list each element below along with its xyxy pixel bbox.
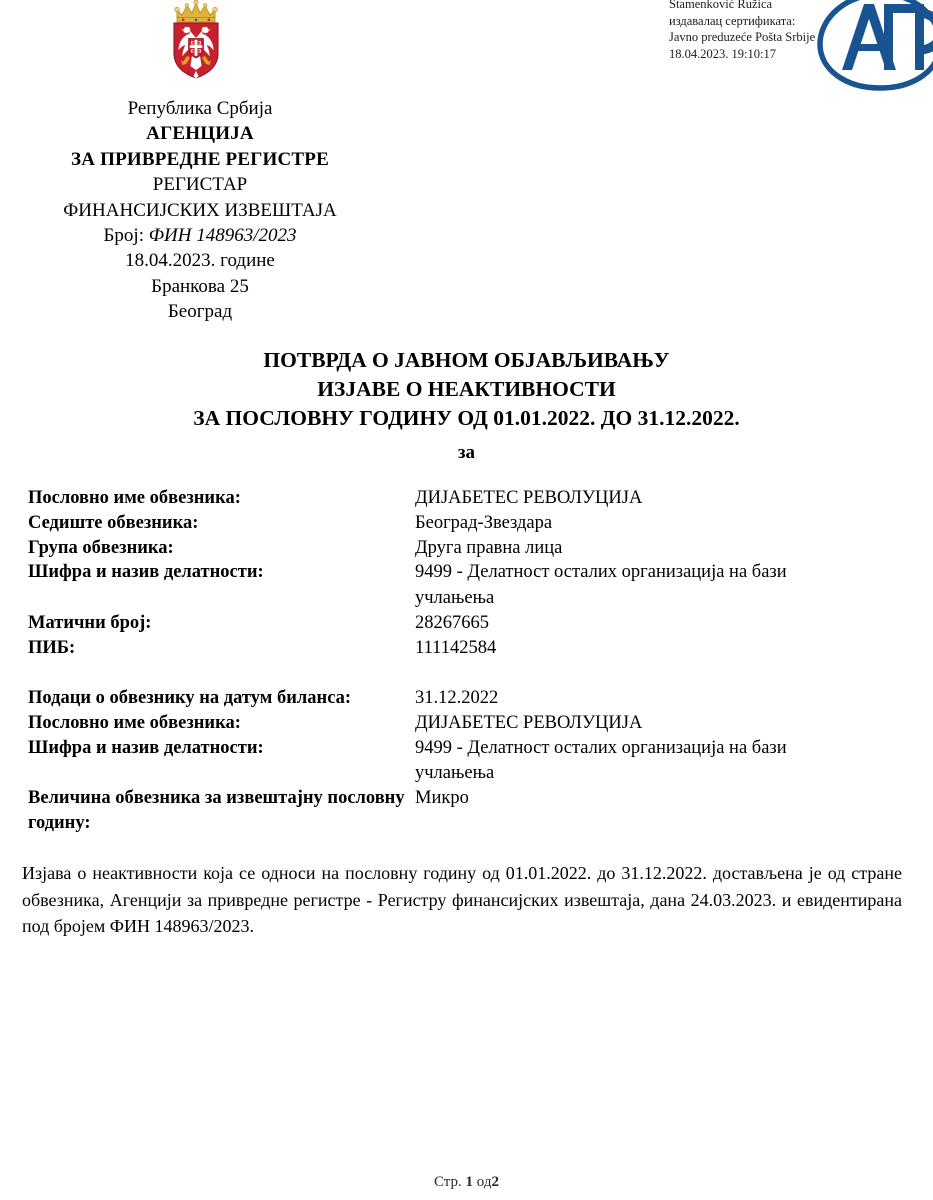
field-label: Подаци о обвезнику на датум биланса: [28, 688, 352, 708]
field-label: Величина обвезника за извештајну пословну годину: [28, 788, 405, 834]
header-date: 18.04.2023. године [125, 250, 275, 272]
field-value: 31.12.2022 [415, 688, 499, 708]
table-row [28, 486, 908, 511]
title-line-2: ИЗЈАВЕ О НЕАКТИВНОСТИ [317, 377, 616, 401]
page-title [0, 346, 933, 467]
field-label: Шифра и назив делатности: [28, 562, 264, 583]
title-for-word: за [457, 442, 476, 463]
field-value: Београд-Звездара [415, 512, 553, 533]
signature-signer-name: Stamenković Ružica [669, 0, 773, 11]
field-value: 9499 - Делатност осталих организација на бази учлањења [415, 562, 787, 608]
header-agency-line1: АГЕНЦИЈА [146, 123, 254, 145]
header-register-line1: РЕГИСТАР [152, 174, 248, 196]
title-line-3: ЗА ПОСЛОВНУ ГОДИНУ ОД 01.01.2022. ДО 31.12.2022. [193, 406, 740, 430]
statement-paragraph: Изјава о неактивности која се односи на пословну годину од 01.01.2022. до 31.12.2022. достављена је од стране обвезника, Агенцији за привредне регистре - Регистру финансијских извештаја, дана 24.03.2023. и евидентирана под бројем ФИН 148963/2023. [22, 863, 902, 936]
field-label: Шифра и назив делатности: [28, 737, 264, 758]
table-row [28, 536, 908, 561]
header-city: Београд [167, 301, 233, 323]
digital-signature-block [669, 0, 829, 62]
field-label: Седиште обвезника: [28, 512, 199, 533]
field-label: Група обвезника: [28, 537, 174, 558]
signature-issuer-name: Javno preduzeće Pošta Srbije [669, 30, 816, 44]
table-row [28, 736, 908, 787]
field-label: Пословно име обвезника: [28, 712, 241, 733]
field-label: ПИБ: [28, 638, 76, 658]
field-value: 111142584 [415, 638, 497, 658]
apr-logo-icon [812, 0, 933, 92]
field-label: Пословно име обвезника: [28, 488, 241, 508]
table-row [28, 686, 908, 711]
header-number-line [0, 223, 400, 248]
balance-date-details-table [28, 686, 908, 836]
footer-separator: од [476, 1174, 492, 1190]
header-street: Бранкова 25 [151, 275, 249, 297]
table-row [28, 511, 908, 536]
signature-issuer-label: издавалац сертификата: [669, 13, 796, 28]
serbian-coat-of-arms-icon [163, 0, 229, 80]
field-value: Друга правна лица [415, 537, 563, 558]
header-number-label: Број: [103, 225, 144, 247]
agency-header-block [0, 96, 400, 325]
entity-details-table [28, 486, 908, 661]
footer-prefix: Стр. [434, 1174, 462, 1190]
table-row [28, 711, 908, 736]
field-value: ДИЈАБЕТЕС РЕВОЛУЦИЈА [415, 712, 643, 733]
field-value: 28267665 [415, 613, 489, 634]
header-country: Република Србија [127, 98, 273, 119]
table-row [28, 611, 908, 636]
field-value: Микро [415, 788, 469, 809]
header-number-value: ФИН 148963/2023 [148, 225, 297, 247]
footer-current-page: 1 [465, 1174, 474, 1190]
table-row [28, 786, 908, 836]
field-value: ДИЈАБЕТЕС РЕВОЛУЦИЈА [415, 488, 643, 508]
footer-total-pages: 2 [491, 1174, 499, 1190]
field-value: 9499 - Делатност осталих организација на бази учлањења [415, 737, 787, 783]
header-register-line2: ФИНАНСИЈСКИХ ИЗВЕШТАЈА [63, 199, 337, 221]
signature-timestamp: 18.04.2023. 19:10:17 [669, 46, 776, 61]
table-row [28, 636, 908, 661]
page-footer [0, 1174, 933, 1191]
header-agency-line2: ЗА ПРИВРЕДНЕ РЕГИСТРЕ [71, 148, 329, 170]
table-row [28, 560, 908, 611]
title-line-1: ПОТВРДА О ЈАВНОМ ОБЈАВЉИВАЊУ [263, 348, 670, 372]
field-label: Матични број: [28, 613, 152, 634]
